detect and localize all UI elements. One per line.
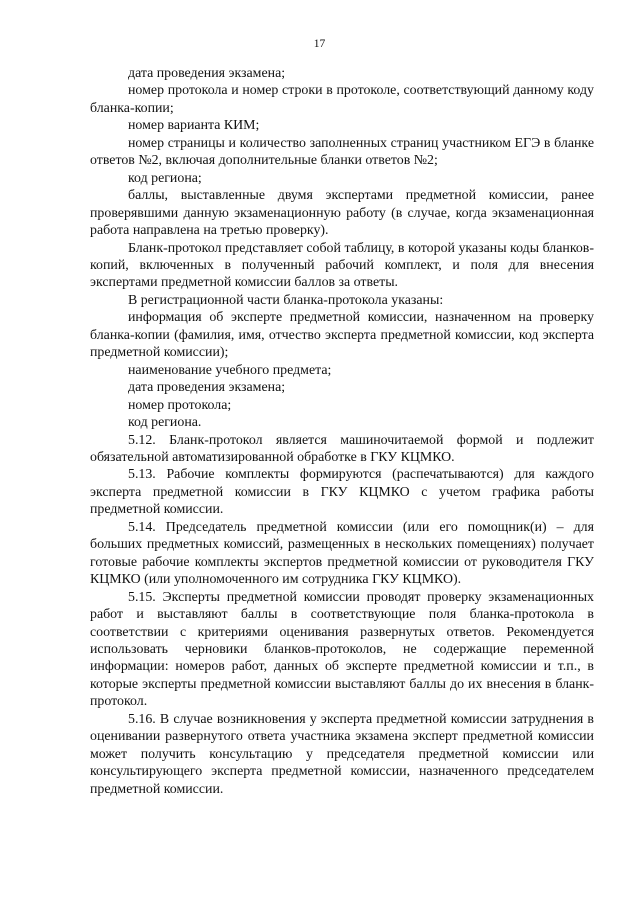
paragraph: код региона.	[128, 415, 202, 431]
paragraph: информация об эксперте предметной комиссии, назначенном на проверку бланка-копии (фамилия, имя, отчество эксперта предметной комиссии, код эксперта предметной комиссии);	[90, 310, 594, 361]
section-5-16: 5.16. В случае возникновения у эксперта предметной комиссии затруднения в оценивании развернутого ответа участника экзамена эксперт предметной комиссии может получить консультацию у председателя предметной комиссии или консультирующего эксперта предметной комиссии, назначенного председателем предметной комиссии.	[90, 711, 594, 797]
section-5-13: 5.13. Рабочие комплекты формируются (распечатываются) для каждого эксперта предметной комиссии в ГКУ КЦМКО с учетом графика работы предметной комиссии.	[90, 467, 594, 518]
paragraph: дата проведения экзамена;	[128, 66, 286, 81]
paragraph: дата проведения экзамена;	[128, 380, 286, 396]
paragraph: номер протокола и номер строки в протоколе, соответствующий данному коду бланка-копии;	[90, 83, 594, 116]
paragraph: баллы, выставленные двумя экспертами предметной комиссии, ранее проверявшими данную экзаменационную работу (в случае, когда экзаменационная работа направлена на третью проверку).	[90, 188, 594, 239]
section-5-15: 5.15. Эксперты предметной комиссии проводят проверку экзаменационных работ и выставляют баллы в соответствующие поля бланка-протокола в соответствии с критериями оценивания развернутых ответов. Рекомендуется использовать черновики бланков-протоколов, не содержащие переменной информации: номеров работ, данных об эксперте предметной комиссии и т.п., в которые эксперты предметной комиссии выставляют баллы до их внесения в бланк-протокол.	[90, 589, 594, 710]
paragraph: номер протокола;	[128, 397, 232, 413]
page-number: 17	[313, 38, 326, 50]
document-body	[90, 65, 594, 798]
paragraph: наименование учебного предмета;	[128, 362, 332, 378]
paragraph: код региона;	[128, 170, 202, 186]
paragraph: Бланк-протокол представляет собой таблицу, в которой указаны коды бланков-копий, включенных в полученный рабочий комплект, и поля для внесения экспертами предметной комиссии баллов за ответы.	[90, 240, 594, 291]
paragraph: В регистрационной части бланка-протокола указаны:	[128, 292, 444, 308]
paragraph: номер варианта КИМ;	[128, 118, 260, 134]
paragraph: номер страницы и количество заполненных страниц участником ЕГЭ в бланке ответов №2, включая дополнительные бланки ответов №2;	[90, 135, 594, 169]
section-5-14: 5.14. Председатель предметной комиссии (или его помощник(и) – для больших предметных комиссий, размещенных в нескольких помещениях) получает готовые рабочие комплекты экспертов предметной комиссии от руководителя ГКУ КЦМКО (или уполномоченного им сотрудника ГКУ КЦМКО).	[90, 519, 594, 588]
section-5-12: 5.12. Бланк-протокол является машиночитаемой формой и подлежит обязательной автоматизированной обработке в ГКУ КЦМКО.	[90, 432, 594, 465]
